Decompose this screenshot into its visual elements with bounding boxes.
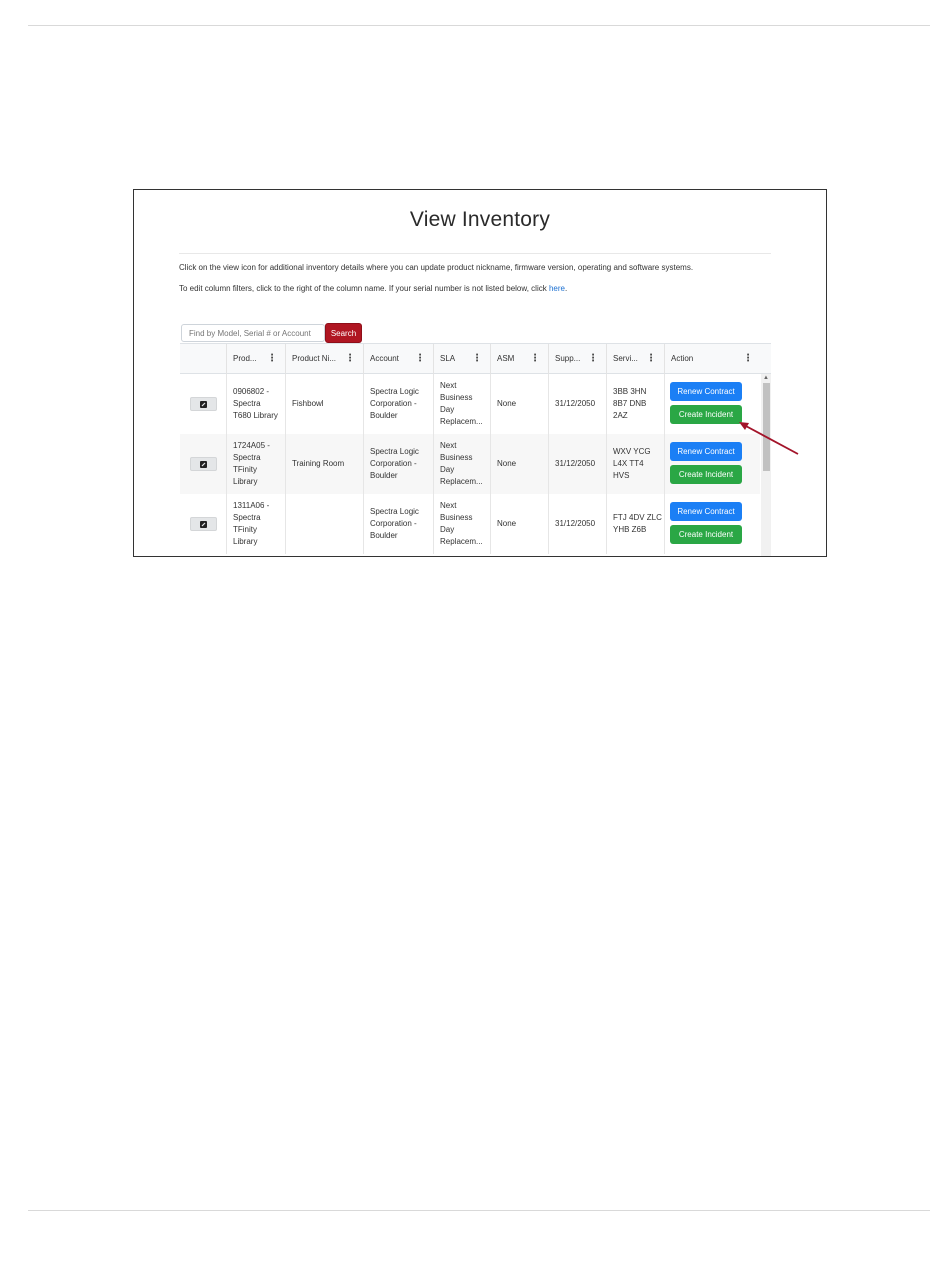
filter-instructions bbox=[179, 284, 567, 293]
column-header-account[interactable]: Account ⋮ bbox=[363, 344, 433, 374]
service-cell: FTJ 4DV ZLC YHB Z6B bbox=[606, 494, 664, 554]
product-cell: 1311A06 - Spectra TFinity Library bbox=[226, 494, 285, 554]
filter-instructions-text: To edit column filters, click to the right of the column name. If your serial number is not listed below, click bbox=[179, 284, 549, 293]
support-cell: 31/12/2050 bbox=[548, 494, 606, 554]
kebab-menu-icon[interactable]: ⋮ bbox=[646, 353, 656, 364]
view-cell bbox=[180, 494, 226, 554]
account-cell: Spectra Logic Corporation - Boulder bbox=[363, 494, 433, 554]
view-cell bbox=[180, 374, 226, 434]
kebab-menu-icon[interactable]: ⋮ bbox=[345, 353, 355, 364]
column-header-service[interactable]: Servi... ⋮ bbox=[606, 344, 664, 374]
table-row bbox=[180, 494, 760, 554]
pencil-square-icon bbox=[200, 521, 208, 528]
filter-instructions-end: . bbox=[564, 284, 568, 293]
kebab-menu-icon[interactable]: ⋮ bbox=[415, 353, 425, 364]
service-cell: 3BB 3HN 8B7 DNB 2AZ bbox=[606, 374, 664, 434]
scroll-up-arrow-icon[interactable]: ▲ bbox=[763, 375, 769, 381]
column-header-product[interactable]: Prod... ⋮ bbox=[226, 344, 285, 374]
product-cell: 1724A05 - Spectra TFinity Library bbox=[226, 434, 285, 494]
kebab-menu-icon[interactable]: ⋮ bbox=[267, 353, 277, 364]
asm-cell: None bbox=[490, 374, 548, 434]
page-bottom-rule bbox=[28, 1210, 930, 1211]
page-top-rule bbox=[28, 25, 930, 26]
renew-contract-button[interactable]: Renew Contract bbox=[670, 382, 742, 401]
pencil-square-icon bbox=[200, 461, 208, 468]
create-incident-button[interactable]: Create Incident bbox=[670, 525, 742, 544]
view-button[interactable] bbox=[190, 457, 217, 471]
table-row bbox=[180, 374, 760, 434]
view-button[interactable] bbox=[190, 397, 217, 411]
product-cell: 0906802 - Spectra T680 Library bbox=[226, 374, 285, 434]
sla-cell: Next Business Day Replacem... bbox=[433, 374, 490, 434]
column-header-action[interactable]: Action ⋮ bbox=[664, 344, 761, 374]
instructions-text: Click on the view icon for additional inventory details where you can update product nickname, firmware version, operating and software systems. bbox=[179, 263, 694, 272]
search-input[interactable] bbox=[181, 324, 325, 342]
kebab-menu-icon[interactable]: ⋮ bbox=[743, 353, 753, 364]
grid-header bbox=[180, 343, 771, 374]
red-arrow-icon bbox=[734, 418, 804, 458]
column-header-support[interactable]: Supp... ⋮ bbox=[548, 344, 606, 374]
asm-cell: None bbox=[490, 434, 548, 494]
nickname-cell bbox=[285, 494, 363, 554]
sla-cell: Next Business Day Replacem... bbox=[433, 494, 490, 554]
here-link[interactable]: here bbox=[548, 284, 565, 293]
service-cell: WXV YCG L4X TT4 HVS bbox=[606, 434, 664, 494]
create-incident-button[interactable]: Create Incident bbox=[670, 465, 742, 484]
support-cell: 31/12/2050 bbox=[548, 374, 606, 434]
support-cell: 31/12/2050 bbox=[548, 434, 606, 494]
asm-cell: None bbox=[490, 494, 548, 554]
renew-contract-button[interactable]: Renew Contract bbox=[670, 442, 742, 461]
column-header-sla[interactable]: SLA ⋮ bbox=[433, 344, 490, 374]
view-cell bbox=[180, 434, 226, 494]
account-cell: Spectra Logic Corporation - Boulder bbox=[363, 374, 433, 434]
renew-contract-button[interactable]: Renew Contract bbox=[670, 502, 742, 521]
search-button[interactable]: Search bbox=[325, 323, 362, 343]
nickname-cell: Fishbowl bbox=[285, 374, 363, 434]
sla-cell: Next Business Day Replacem... bbox=[433, 434, 490, 494]
table-row bbox=[180, 434, 760, 494]
view-button[interactable] bbox=[190, 517, 217, 531]
column-header-product-nickname[interactable]: Product Ni... ⋮ bbox=[285, 344, 363, 374]
kebab-menu-icon[interactable]: ⋮ bbox=[588, 353, 598, 364]
kebab-menu-icon[interactable]: ⋮ bbox=[530, 353, 540, 364]
column-header-asm[interactable]: ASM ⋮ bbox=[490, 344, 548, 374]
grid-scrollbar[interactable] bbox=[761, 374, 771, 556]
nickname-cell: Training Room bbox=[285, 434, 363, 494]
column-header-view bbox=[180, 344, 226, 374]
kebab-menu-icon[interactable]: ⋮ bbox=[472, 353, 482, 364]
pencil-square-icon bbox=[200, 401, 208, 408]
account-cell: Spectra Logic Corporation - Boulder bbox=[363, 434, 433, 494]
inventory-grid bbox=[180, 343, 771, 556]
inventory-screenshot bbox=[133, 189, 827, 557]
title-divider bbox=[179, 253, 771, 254]
create-incident-button[interactable]: Create Incident bbox=[670, 405, 742, 424]
page-title: View Inventory bbox=[409, 208, 551, 231]
